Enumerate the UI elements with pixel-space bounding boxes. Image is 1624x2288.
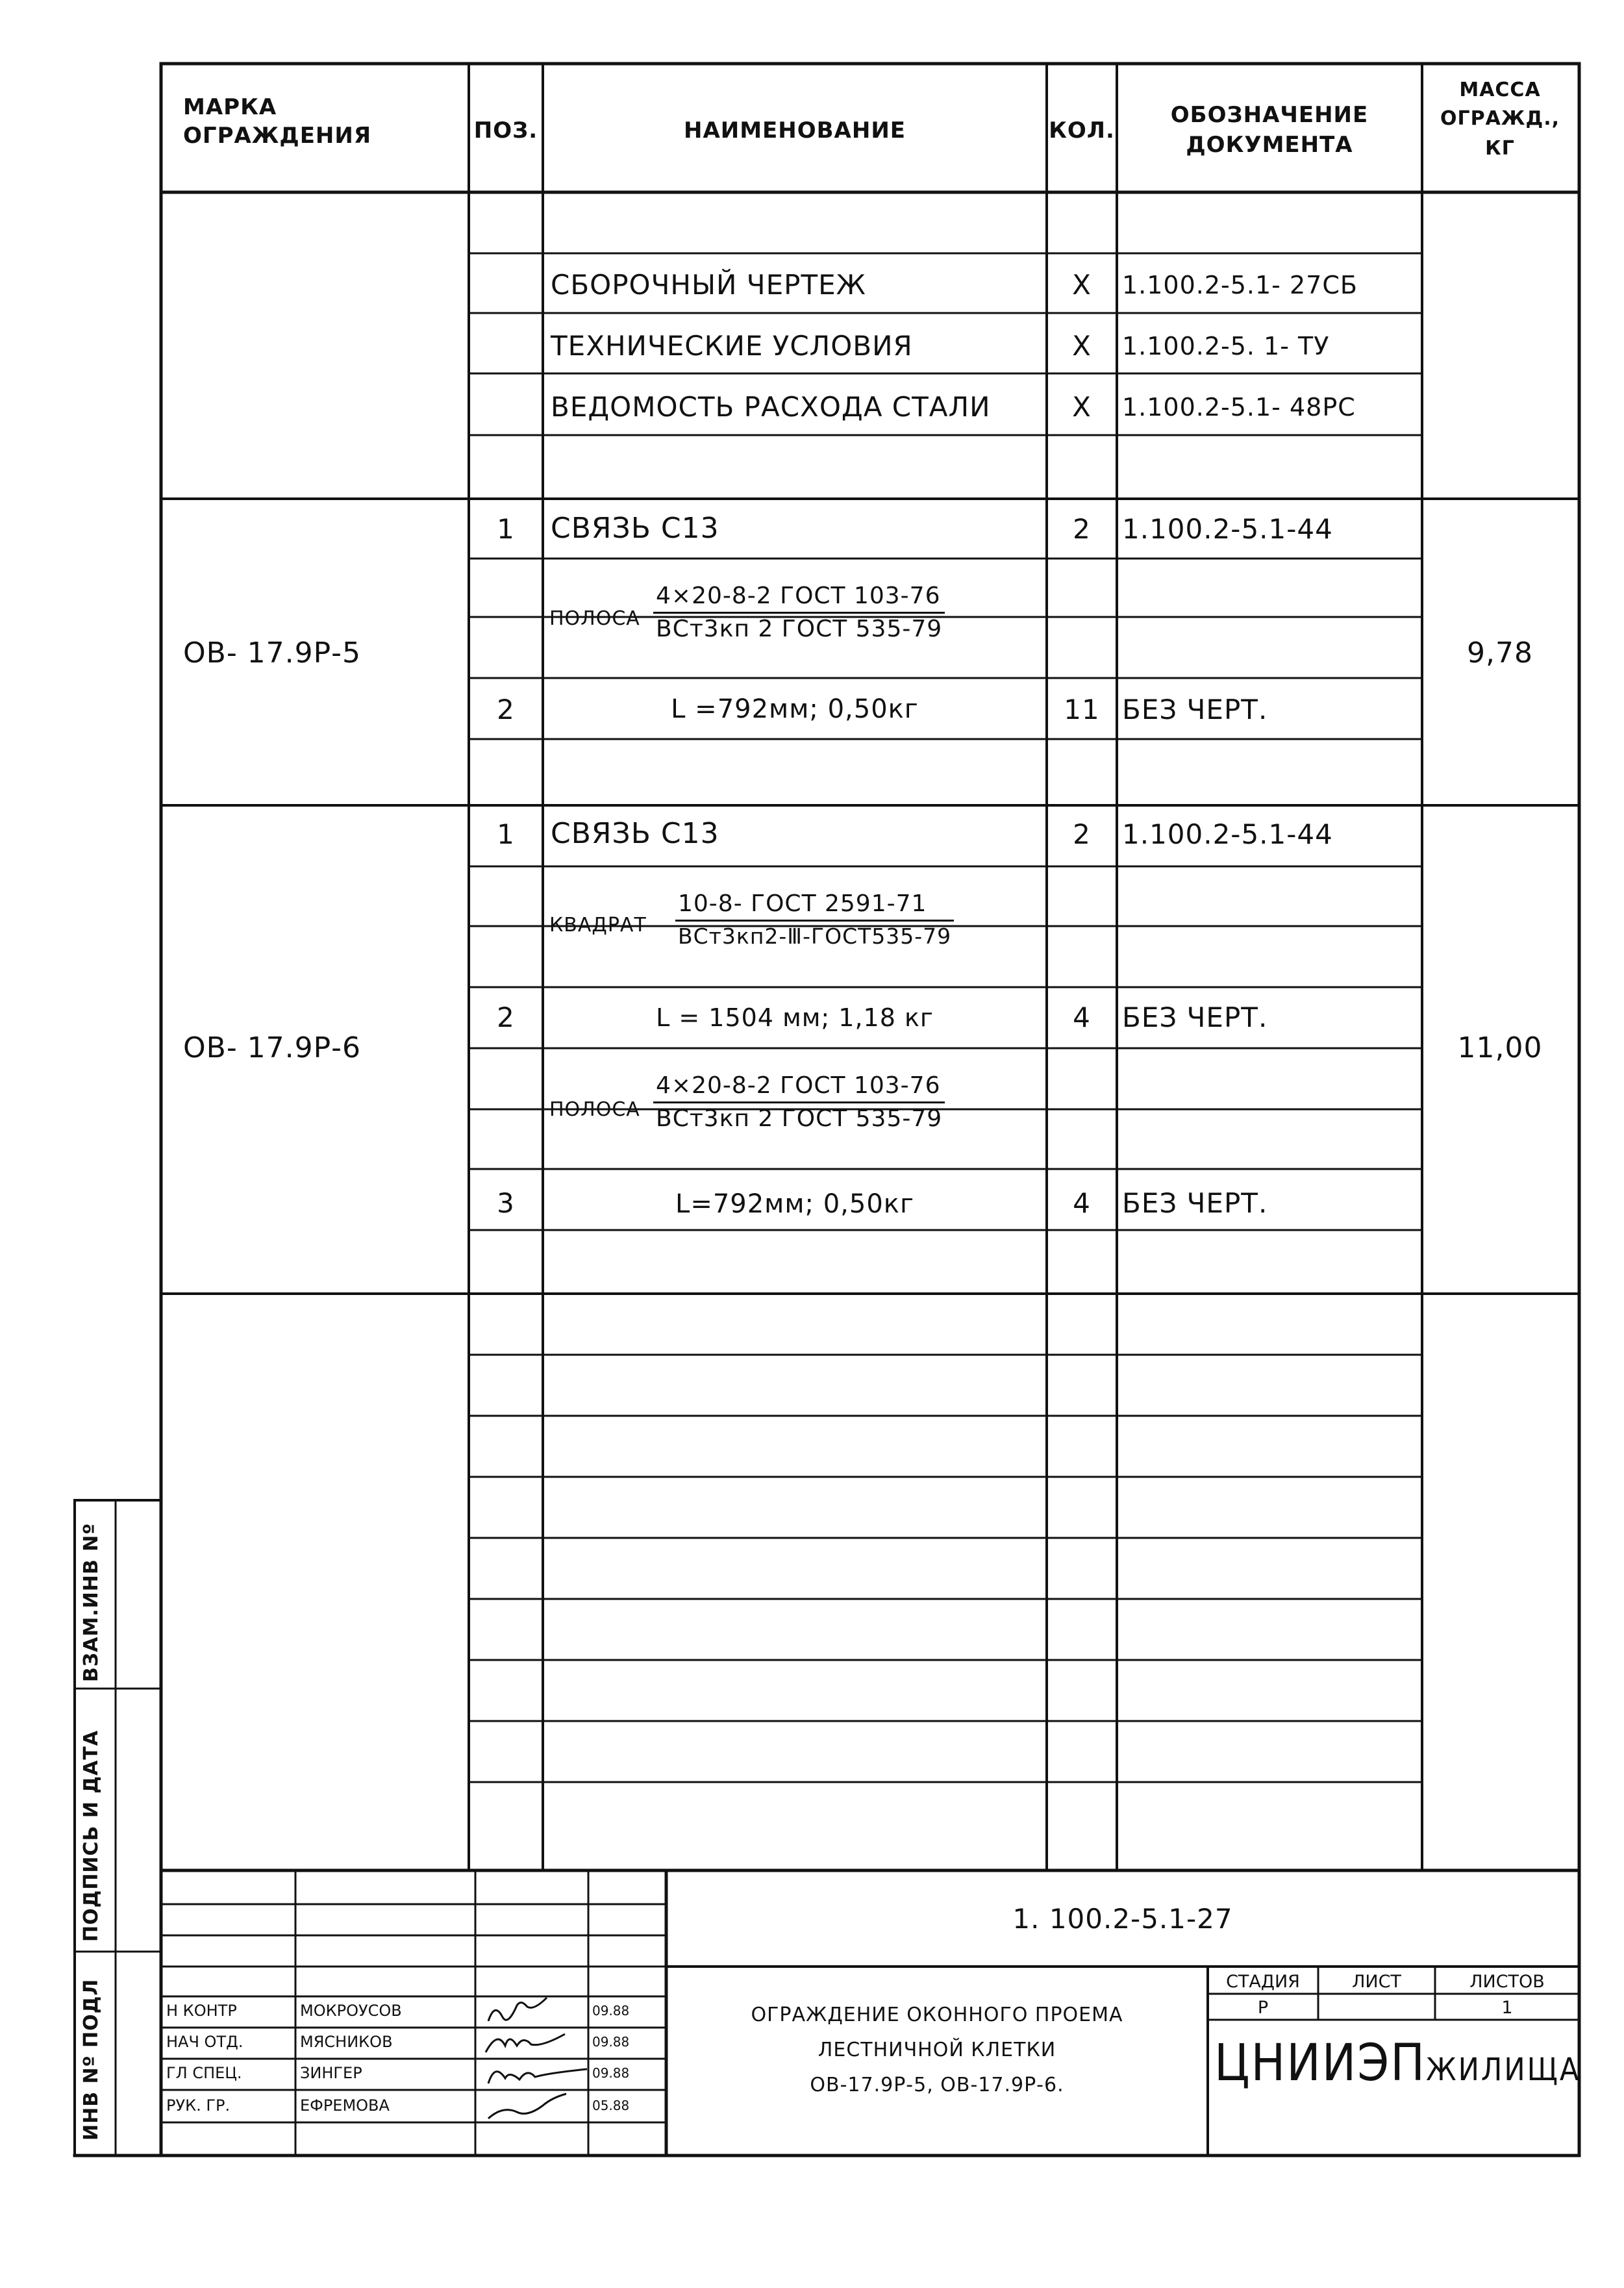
sheet-label: ЛИСТ xyxy=(1352,1972,1401,1992)
group1-profile-fraction xyxy=(653,585,945,641)
organization-name xyxy=(1214,2034,1581,2093)
group2-row1-name: СВЯЗЬ С13 xyxy=(551,817,719,850)
side-stamp-inv-podl: ИНВ Nº ПОДЛ xyxy=(80,1978,103,2141)
doc-row-name: ВЕДОМОСТЬ РАСХОДА СТАЛИ xyxy=(551,391,991,423)
doc-row-doc: 1.100.2-5. 1- ТУ xyxy=(1122,332,1330,360)
doc-row-name: СБОРОЧНЫЙ ЧЕРТЕЖ xyxy=(551,269,866,301)
role-date: 09.88 xyxy=(592,2003,630,2018)
group2-profile2-fraction xyxy=(653,1074,945,1131)
group2-row3-doc: БЕЗ ЧЕРТ. xyxy=(1122,1187,1268,1219)
group2-mark: ОВ- 17.9Р-6 xyxy=(183,1031,362,1064)
stage-label: СТАДИЯ xyxy=(1226,1972,1300,1992)
header-mass-line2: ОГРАЖД., xyxy=(1440,107,1560,130)
group1-mark: ОВ- 17.9Р-5 xyxy=(183,636,362,670)
drawing-title-line2: ЛЕСТНИЧНОЙ КЛЕТКИ xyxy=(818,2039,1056,2061)
drawing-title-line1: ОГРАЖДЕНИЕ ОКОННОГО ПРОЕМА xyxy=(751,2004,1123,2026)
group2-row3-pos: 3 xyxy=(497,1187,515,1219)
role-name: МОКРОУСОВ xyxy=(300,2002,402,2020)
group2-mass: 11,00 xyxy=(1457,1031,1543,1064)
group2-row1-pos: 1 xyxy=(497,818,515,850)
role-label: НАЧ ОТД. xyxy=(166,2033,244,2051)
role-name: ЗИНГЕР xyxy=(300,2064,362,2082)
group2-profile1-den: ВСт3кп2-Ⅲ-ГОСТ535-79 xyxy=(678,924,952,949)
group2-profile2-num: 4×20-8-2 ГОСТ 103-76 xyxy=(653,1074,945,1103)
group1-row1-doc: 1.100.2-5.1-44 xyxy=(1122,513,1333,545)
group1-row2-doc: БЕЗ ЧЕРТ. xyxy=(1122,694,1268,725)
group2-row2-qty: 4 xyxy=(1073,1001,1091,1033)
header-doc-line2: ДОКУМЕНТА xyxy=(1186,132,1353,158)
drawing-title-line3: ОВ-17.9Р-5, ОВ-17.9Р-6. xyxy=(810,2074,1064,2096)
group1-profile-den: ВСт3кп 2 ГОСТ 535-79 xyxy=(656,616,943,642)
role-name: ЕФРЕМОВА xyxy=(300,2096,390,2115)
group1-row2-pos: 2 xyxy=(497,694,515,725)
sheets-label: ЛИСТОВ xyxy=(1469,1972,1545,1992)
group2-profile2-den: ВСт3кп 2 ГОСТ 535-79 xyxy=(656,1105,943,1132)
header-doc-line1: ОБОЗНАЧЕНИЕ xyxy=(1170,102,1369,128)
doc-row-qty: Х xyxy=(1072,330,1092,362)
role-label: Н КОНТР xyxy=(166,2002,237,2020)
group2-row3-name: L=792мм; 0,50кг xyxy=(675,1189,914,1219)
org-main: ЦНИИЭП xyxy=(1214,2034,1427,2093)
doc-row-qty: Х xyxy=(1072,391,1092,423)
side-stamp-vzam-inv: ВЗАМ.ИНВ Nº xyxy=(80,1522,103,1682)
header-name: НАИМЕНОВАНИЕ xyxy=(683,118,906,144)
group1-row2-qty: 11 xyxy=(1064,694,1100,725)
side-stamp-sign-date: ПОДПИСЬ И ДАТА xyxy=(80,1729,103,1942)
doc-row-qty: Х xyxy=(1072,269,1092,301)
group1-row1-name: СВЯЗЬ С13 xyxy=(551,512,719,545)
stage-value: Р xyxy=(1257,1998,1269,2018)
role-date: 05.88 xyxy=(592,2098,630,2113)
group2-profile1-prefix: КВАДРАТ xyxy=(549,914,647,937)
doc-row-doc: 1.100.2-5.1- 27СБ xyxy=(1122,271,1358,299)
role-label: РУК. ГР. xyxy=(166,2096,231,2115)
sheets-value: 1 xyxy=(1501,1998,1513,2018)
role-date: 09.88 xyxy=(592,2065,630,2081)
group2-row3-qty: 4 xyxy=(1073,1187,1091,1219)
header-mass-line1: МАССА xyxy=(1459,79,1541,101)
group1-profile-num: 4×20-8-2 ГОСТ 103-76 xyxy=(653,585,945,614)
doc-row-doc: 1.100.2-5.1- 48РС xyxy=(1122,393,1356,421)
group1-row2-name: L =792мм; 0,50кг xyxy=(671,694,919,724)
role-date: 09.88 xyxy=(592,2034,630,2050)
group2-row2-pos: 2 xyxy=(497,1001,515,1033)
header-qty: КОЛ. xyxy=(1049,118,1115,144)
header-mark-line1: МАРКА xyxy=(183,94,277,120)
group2-row1-qty: 2 xyxy=(1073,818,1091,850)
group2-profile1-fraction xyxy=(675,892,954,947)
doc-code: 1. 100.2-5.1-27 xyxy=(1012,1903,1233,1935)
role-label: ГЛ СПЕЦ. xyxy=(166,2064,242,2082)
header-mark-line2: ОГРАЖДЕНИЯ xyxy=(183,123,372,149)
header-mass-line3: КГ xyxy=(1485,137,1515,160)
group2-row2-name: L = 1504 мм; 1,18 кг xyxy=(656,1003,934,1032)
role-name: МЯСНИКОВ xyxy=(300,2033,393,2051)
group2-profile2-prefix: ПОЛОСА xyxy=(549,1098,640,1121)
group2-row1-doc: 1.100.2-5.1-44 xyxy=(1122,818,1333,850)
org-sub: ЖИЛИЩА xyxy=(1426,2052,1581,2088)
group1-mass: 9,78 xyxy=(1467,636,1533,670)
group1-profile-prefix: ПОЛОСА xyxy=(549,607,640,630)
group2-profile1-num: 10-8- ГОСТ 2591-71 xyxy=(675,892,954,922)
header-pos: ПОЗ. xyxy=(473,118,538,144)
group1-row1-qty: 2 xyxy=(1073,513,1091,545)
group2-row2-doc: БЕЗ ЧЕРТ. xyxy=(1122,1001,1268,1033)
doc-row-name: ТЕХНИЧЕСКИЕ УСЛОВИЯ xyxy=(551,330,913,362)
group1-row1-pos: 1 xyxy=(497,513,515,545)
